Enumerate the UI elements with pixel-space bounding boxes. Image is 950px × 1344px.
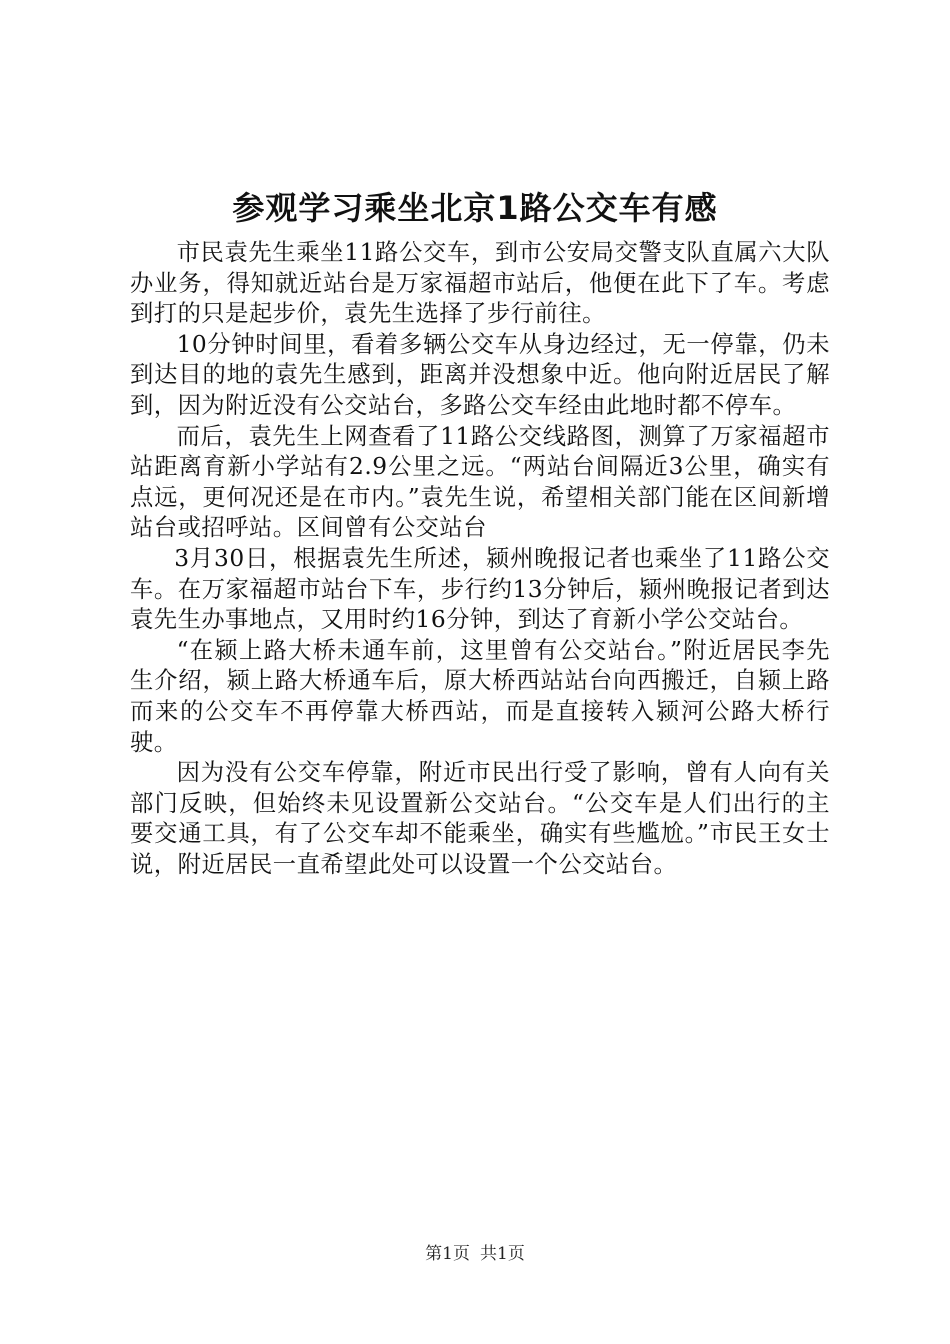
paragraph: 市民袁先生乘坐11路公交车，到市公安局交警支队直属六大队办业务，得知就近站台是万家福超市站后，他便在此下了车。考虑到打的只是起步价，袁先生选择了步行前往。 <box>130 239 830 328</box>
paragraph: 因为没有公交车停靠，附近市民出行受了影响，曾有人向有关部门反映，但始终未见设置新公交站台。“公交车是人们出行的主要交通工具，有了公交车却不能乘坐，确实有些尴尬。”市民王女士说，附近居民一直希望此处可以设置一个公交站台。 <box>130 759 830 878</box>
document-title: 参观学习乘坐北京1路公交车有感 <box>232 189 718 227</box>
paragraph: 而后，袁先生上网查看了11路公交线路图，测算了万家福超市站距离育新小学站有2.9公里之远。“两站台间隔近3公里，确实有点远，更何况还是在市内。”袁先生说，希望相关部门能在区间新增站台或招呼站。区间曾有公交站台 <box>130 422 830 542</box>
page-footer <box>0 1242 950 1266</box>
document-body <box>130 238 830 880</box>
paragraph: “在颍上路大桥未通车前，这里曾有公交站台。”附近居民李先生介绍，颍上路大桥通车后，原大桥西站站台向西搬迁，自颍上路而来的公交车不再停靠大桥西站，而是直接转入颍河公路大桥行驶。 <box>130 636 830 756</box>
paragraph: 10分钟时间里，看着多辆公交车从身边经过，无一停靠，仍未到达目的地的袁先生感到，距离并没想象中近。他向附近居民了解到，因为附近没有公交站台，多路公交车经由此地时都不停车。 <box>130 330 830 419</box>
page-number: 第1页 <box>425 1244 470 1264</box>
paragraph: 3月30日，根据袁先生所述，颍州晚报记者也乘坐了11路公交车。在万家福超市站台下车，步行约13分钟后，颍州晚报记者到达袁先生办事地点，又用时约16分钟，到达了育新小学公交站台。 <box>130 544 830 634</box>
page-total: 共1页 <box>480 1244 525 1264</box>
